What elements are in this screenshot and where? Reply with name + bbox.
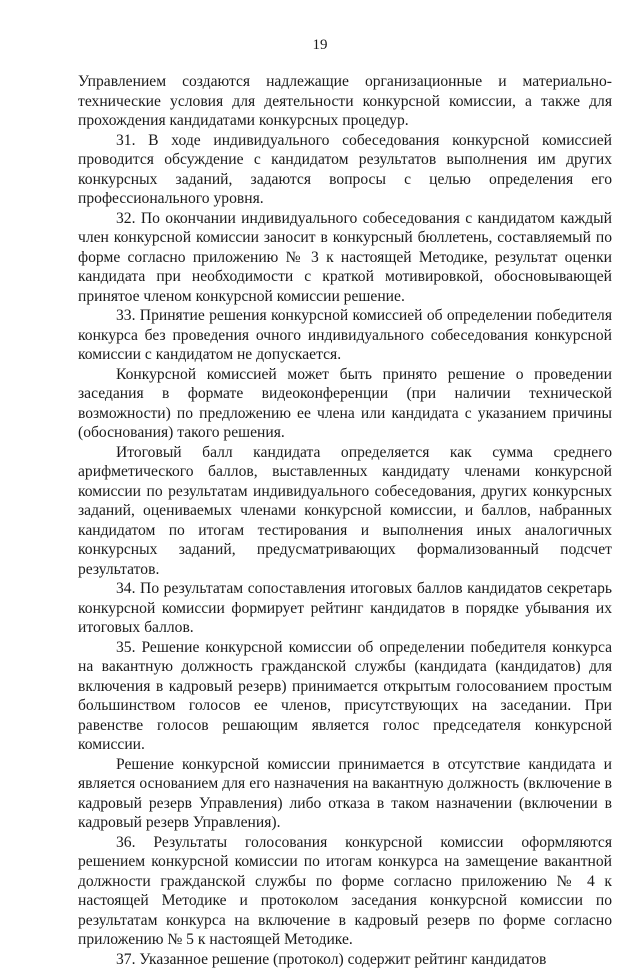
paragraph: Управлением создаются надлежащие организационные и материально-технические условия для деятельности конкурсной комиссии, а также для прохождения кандидатами конкурсных процедур.	[78, 72, 612, 131]
paragraph-item-35: 35. Решение конкурсной комиссии об определении победителя конкурса на вакантную должность гражданской службы (кандидата (кандидатов) для включения в кадровый резерв) принимается открытым голосованием простым большинством голосов ее членов, присутствующих на заседании. При равенстве голосов решающим является голос председателя конкурсной комиссии.	[78, 638, 612, 755]
paragraph: Решение конкурсной комиссии принимается в отсутствие кандидата и является основанием для его назначения на вакантную должность (включение в кадровый резерв Управления) либо отказа в таком назначении (включении в кадровый резерв Управления).	[78, 755, 612, 833]
paragraph-item-36: 36. Результаты голосования конкурсной комиссии оформляются решением конкурсной комиссии по итогам конкурса на замещение вакантной должности гражданской службы по форме согласно приложению № 4 к настоящей Методике и протоколом заседания конкурсной комиссии по результатам конкурса на включение в кадровый резерв по форме согласно приложению № 5 к настоящей Методике.	[78, 833, 612, 950]
document-body	[78, 72, 612, 969]
page-number: 19	[0, 37, 640, 54]
paragraph: Итоговый балл кандидата определяется как сумма среднего арифметического баллов, выставленных кандидату членами конкурсной комиссии по результатам индивидуального собеседования, других конкурсных заданий, оцениваемых членами конкурсной комиссии, и баллов, набранных кандидатом по итогам тестирования и выполнения иных аналогичных конкурсных заданий, предусматривающих формализованный подсчет результатов.	[78, 443, 612, 580]
paragraph-item-37: 37. Указанное решение (протокол) содержит рейтинг кандидатов	[78, 950, 612, 969]
paragraph-item-33: 33. Принятие решения конкурсной комиссией об определении победителя конкурса без проведения очного индивидуального собеседования конкурсной комиссии с кандидатом не допускается.	[78, 306, 612, 365]
paragraph-item-32: 32. По окончании индивидуального собеседования с кандидатом каждый член конкурсной комиссии заносит в конкурсный бюллетень, составляемый по форме согласно приложению № 3 к настоящей Методике, результат оценки кандидата при необходимости с краткой мотивировкой, обосновывающей принятое членом конкурсной комиссии решение.	[78, 209, 612, 307]
paragraph: Конкурсной комиссией может быть принято решение о проведении заседания в формате видеоконференции (при наличии технической возможности) по предложению ее члена или кандидата с указанием причины (обоснования) такого решения.	[78, 365, 612, 443]
paragraph-item-34: 34. По результатам сопоставления итоговых баллов кандидатов секретарь конкурсной комиссии формирует рейтинг кандидатов в порядке убывания их итоговых баллов.	[78, 579, 612, 638]
paragraph-item-31: 31. В ходе индивидуального собеседования конкурсной комиссией проводится обсуждение с кандидатом результатов выполнения им других конкурсных заданий, задаются вопросы с целью определения его профессионального уровня.	[78, 131, 612, 209]
